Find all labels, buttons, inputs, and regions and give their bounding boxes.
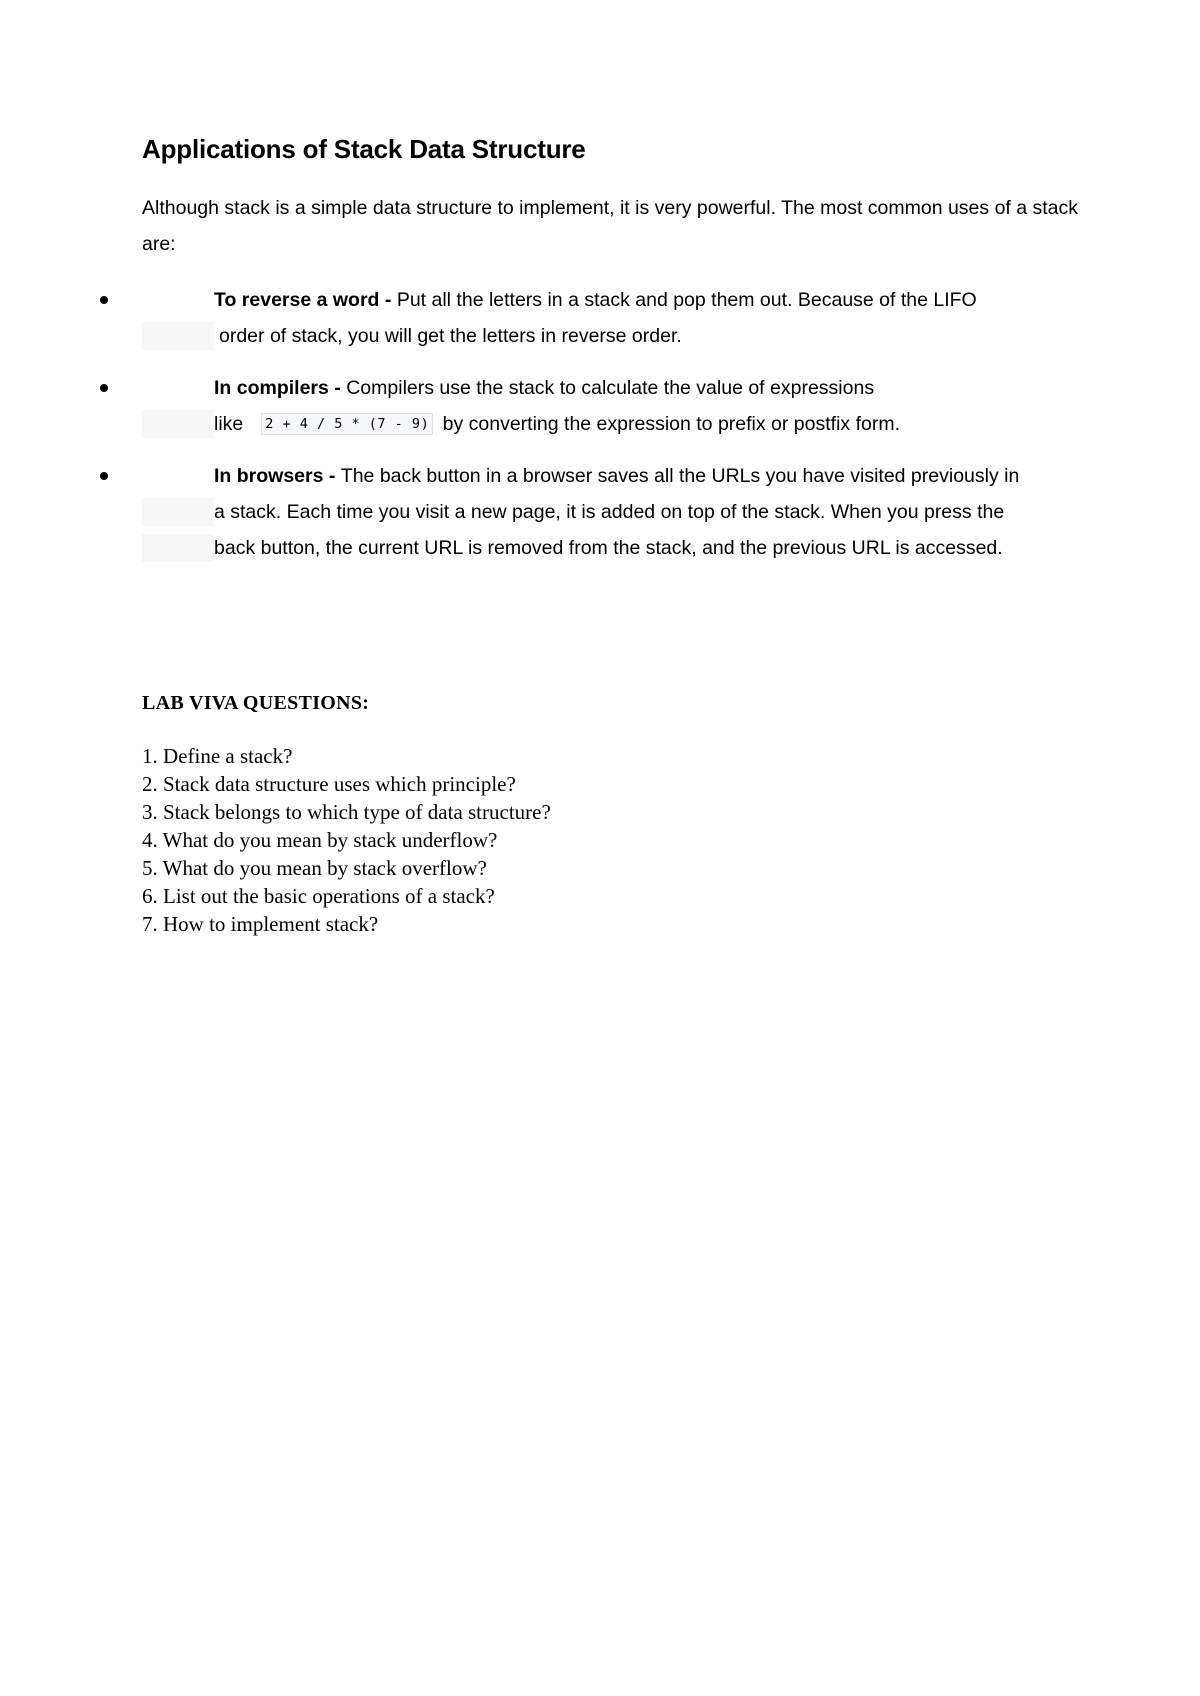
item-separator: -: [328, 377, 347, 399]
viva-question: 2. Stack data structure uses which principle?: [142, 772, 516, 796]
viva-question: 6. List out the basic operations of a stack?: [142, 884, 495, 908]
list-item-line: [214, 286, 977, 314]
item-term: In compilers: [214, 377, 329, 399]
item-text: The back button in a browser saves all the URLs you have visited previously in: [340, 465, 1020, 487]
indent-shade: [142, 534, 214, 562]
list-item-line: order of stack, you will get the letters in reverse order.: [219, 325, 682, 347]
item-text-suffix: by converting the expression to prefix or postfix form.: [442, 413, 900, 435]
item-text-prefix: like: [214, 413, 244, 435]
list-item-line: [214, 462, 1019, 490]
viva-questions-list: [142, 742, 551, 938]
bullet-icon: [100, 296, 108, 304]
item-term: To reverse a word: [214, 289, 380, 311]
viva-heading: LAB VIVA QUESTIONS:: [142, 692, 370, 714]
page-title: Applications of Stack Data Structure: [142, 134, 586, 164]
list-item-line: [214, 374, 874, 402]
viva-question: 5. What do you mean by stack overflow?: [142, 856, 487, 880]
bullet-icon: [100, 472, 108, 480]
item-text: Compilers use the stack to calculate the value of expressions: [346, 377, 875, 399]
intro-paragraph: Although stack is a simple data structure to implement, it is very powerful. The most common uses of a stack are:: [142, 197, 1079, 255]
list-item-line: a stack. Each time you visit a new page, it is added on top of the stack. When you press the: [214, 501, 1005, 523]
indent-shade: [142, 498, 214, 526]
viva-question: 7. How to implement stack?: [142, 912, 379, 936]
item-term: In browsers: [214, 465, 324, 487]
bullet-icon: [100, 384, 108, 392]
viva-question: 4. What do you mean by stack underflow?: [142, 828, 498, 852]
indent-shade: [142, 410, 214, 438]
indent-shade: [142, 322, 214, 350]
item-text: Put all the letters in a stack and pop them out. Because of the LIFO: [396, 289, 977, 311]
list-item-line: [214, 410, 900, 438]
item-separator: -: [379, 289, 397, 311]
viva-question: 3. Stack belongs to which type of data structure?: [142, 800, 551, 824]
expression-code: 2 + 4 / 5 * (7 - 9): [261, 413, 433, 435]
list-item-line: back button, the current URL is removed from the stack, and the previous URL is accessed.: [214, 537, 1003, 559]
item-separator: -: [323, 465, 341, 487]
viva-question: 1. Define a stack?: [142, 744, 293, 768]
